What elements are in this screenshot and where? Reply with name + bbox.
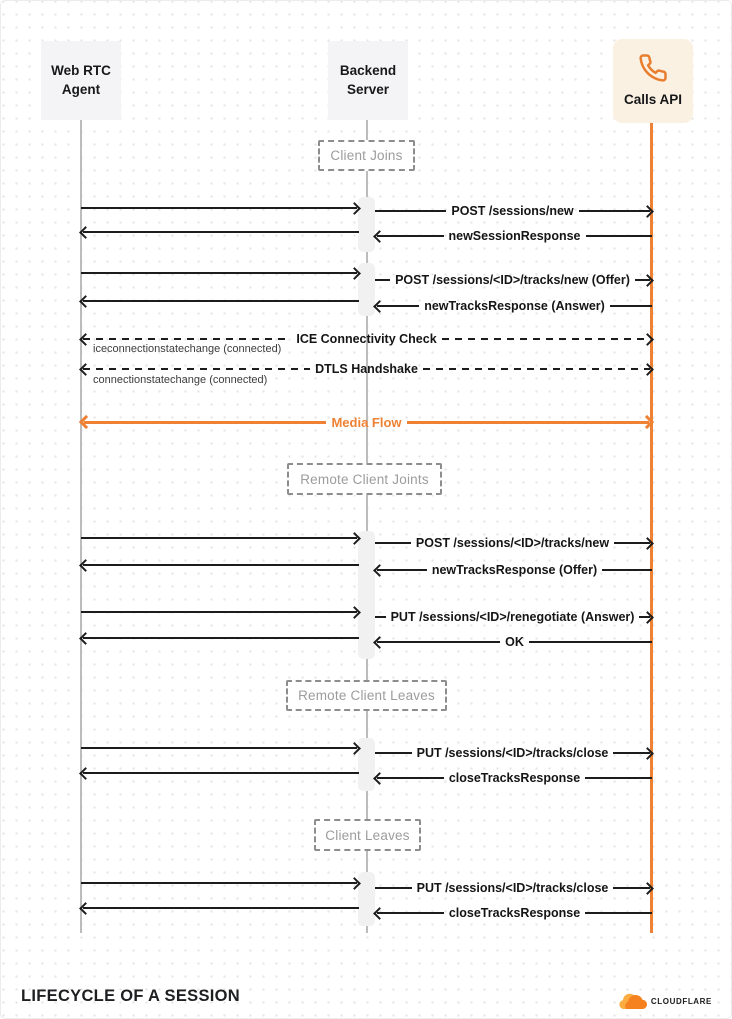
cloudflare-logo (618, 992, 712, 1011)
actor-backend-server (328, 41, 408, 120)
ok-arrow (375, 634, 652, 650)
arrowhead-right-icon (641, 205, 654, 218)
arrowhead-right-icon (641, 333, 654, 346)
arrowhead-right-icon (641, 882, 654, 895)
backend-to-client-arrow (81, 293, 359, 309)
phase-client-joins (318, 140, 415, 171)
arrowhead-left-icon (373, 772, 386, 785)
cloudflare-cloud-icon (618, 992, 648, 1011)
backend-to-client-arrow (81, 557, 359, 573)
put-renegotiate-answer-arrow (375, 609, 652, 625)
arrowhead-right-icon (348, 532, 361, 545)
actor-web-rtc-agent-label: Web RTC Agent (51, 63, 111, 97)
actor-calls-api-label: Calls API (623, 91, 683, 107)
arrowhead-left-icon (373, 300, 386, 313)
arrowhead-left-icon (373, 907, 386, 920)
arrowhead-right-icon (348, 742, 361, 755)
put-renegotiate-answer-label: PUT /sessions/<ID>/renegotiate (Answer) (390, 610, 635, 624)
new-tracks-response-offer-arrow (375, 562, 652, 578)
phone-icon (638, 53, 668, 83)
post-tracks-new-offer-label: POST /sessions/<ID>/tracks/new (Offer) (395, 273, 630, 287)
post-sessions-new-label: POST /sessions/new (451, 204, 574, 218)
arrowhead-left-icon (373, 564, 386, 577)
close-tracks-response-arrow (375, 770, 652, 786)
arrowhead-left-icon (79, 632, 92, 645)
client-to-backend-arrow (81, 530, 359, 546)
ice-connectivity-check-label: ICE Connectivity Check (296, 332, 437, 346)
arrowhead-left-icon (79, 363, 92, 376)
activation-bar (358, 872, 375, 926)
arrowhead-right-icon (348, 202, 361, 215)
arrowhead-right-icon (641, 274, 654, 287)
dtls-event-note: connectionstatechange (connected) (93, 374, 268, 386)
new-tracks-response-answer-label: newTracksResponse (Answer) (424, 299, 605, 313)
new-session-response-arrow (375, 228, 652, 244)
put-tracks-close-arrow (375, 745, 652, 761)
actor-web-rtc-agent (41, 41, 121, 120)
backend-to-client-arrow (81, 765, 359, 781)
arrowhead-left-icon (373, 636, 386, 649)
put-tracks-close-label: PUT /sessions/<ID>/tracks/close (416, 746, 609, 760)
client-to-backend-arrow (81, 604, 359, 620)
phase-client-leaves-label: Client Leaves (325, 827, 410, 843)
cloudflare-wordmark: CLOUDFLARE (650, 997, 712, 1006)
arrowhead-left-icon (79, 415, 93, 429)
post-sessions-new-arrow (375, 203, 652, 219)
backend-to-client-arrow (81, 630, 359, 646)
close-tracks-response-label: closeTracksResponse (448, 771, 581, 785)
arrowhead-right-icon (348, 606, 361, 619)
activation-bar (358, 738, 375, 791)
activation-bar (358, 197, 375, 252)
calls-api-lifeline (650, 123, 653, 933)
phase-remote-client-leaves (286, 680, 447, 711)
phase-remote-client-leaves-label: Remote Client Leaves (298, 688, 435, 703)
client-to-backend-arrow (81, 200, 359, 216)
close-tracks-response-arrow (375, 905, 652, 921)
ok-label: OK (505, 635, 524, 649)
arrowhead-right-icon (641, 611, 654, 624)
activation-bar (358, 263, 375, 316)
arrowhead-left-icon (79, 295, 92, 308)
arrowhead-right-icon (641, 747, 654, 760)
arrowhead-left-icon (373, 230, 386, 243)
client-to-backend-arrow (81, 740, 359, 756)
post-tracks-new-label: POST /sessions/<ID>/tracks/new (415, 536, 610, 550)
actor-backend-server-label: Backend Server (339, 63, 397, 97)
phase-remote-client-joins-label: Remote Client Joints (300, 471, 429, 487)
arrowhead-right-icon (348, 267, 361, 280)
actor-calls-api (613, 39, 693, 123)
put-tracks-close-arrow (375, 880, 652, 896)
new-tracks-response-answer-arrow (375, 298, 652, 314)
phase-client-leaves (314, 819, 421, 851)
client-to-backend-arrow (81, 265, 359, 281)
post-tracks-new-arrow (375, 535, 652, 551)
dtls-handshake-label: DTLS Handshake (315, 362, 418, 376)
backend-to-client-arrow (81, 900, 359, 916)
phase-remote-client-joins (287, 463, 442, 495)
arrowhead-right-icon (641, 537, 654, 550)
arrowhead-right-icon (348, 877, 361, 890)
arrowhead-left-icon (79, 333, 92, 346)
new-tracks-response-offer-label: newTracksResponse (Offer) (431, 563, 598, 577)
media-flow-arrow (81, 414, 652, 430)
activation-bar (358, 531, 375, 659)
media-flow-label: Media Flow (331, 414, 402, 430)
post-tracks-new-offer-arrow (375, 272, 652, 288)
arrowhead-right-icon (640, 415, 654, 429)
arrowhead-right-icon (641, 363, 654, 376)
arrowhead-left-icon (79, 226, 92, 239)
put-tracks-close-label: PUT /sessions/<ID>/tracks/close (416, 881, 609, 895)
close-tracks-response-label: closeTracksResponse (448, 906, 581, 920)
phase-client-joins-label: Client Joins (330, 148, 403, 163)
backend-to-client-arrow (81, 224, 359, 240)
arrowhead-left-icon (79, 559, 92, 572)
arrowhead-left-icon (79, 767, 92, 780)
arrowhead-left-icon (79, 902, 92, 915)
web-rtc-agent-lifeline (80, 120, 82, 933)
page-title: LIFECYCLE OF A SESSION (21, 987, 240, 1005)
client-to-backend-arrow (81, 875, 359, 891)
ice-event-note: iceconnectionstatechange (connected) (93, 343, 282, 355)
new-session-response-label: newSessionResponse (448, 229, 581, 243)
